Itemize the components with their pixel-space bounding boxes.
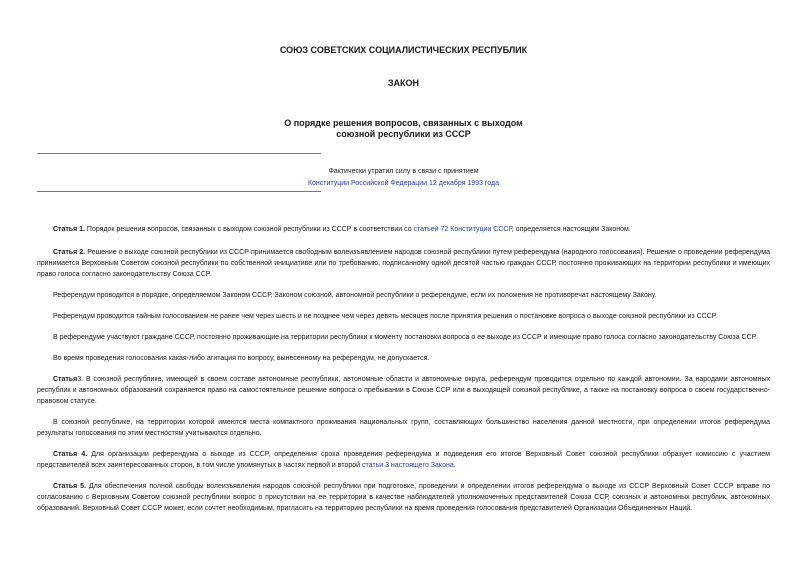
law-title-line1: О порядке решения вопросов, связанных с выходом [284, 118, 523, 128]
article-1-text-end: , определяется настоящим Законом. [511, 226, 631, 233]
article-2-text: Решение о выходе союзной республики из СССР принимается свободным волеизъявлением народов союзной республики путем референдума (народного голосования). Решение о проведении референдума принимается Верховным Советом союзной республики по собственной инициативе или по требованию, подписанному одной десятой частью граждан СССР, постоянно проживающих на территории республики и имеющих право голоса согласно законодательству Союза ССР. [37, 249, 770, 278]
article-3 [37, 374, 770, 407]
article-3-label: Статья [53, 376, 78, 383]
bottom-divider [37, 191, 321, 192]
law-title-line2: союзной республики из СССР [336, 129, 471, 139]
paragraph-no-agitation: Во время проведения голосования какая-либо агитация по вопросу, вынесенному на референдум, не допускается. [53, 355, 430, 362]
article-5-text: Для обеспечения полной свободы волеизъявления народов союзной республики при подготовке, проведении и определении итогов референдума о выходе из СССР Верховный Совет СССР вправе по согласованию с Верховным Советом союзной республики вопрос о присутствии на ее территории в качестве наблюдателей уполномоченных представителей Союза ССР, союзных и автономных республик, автономных образований. Верховный Совет СССР может, если сочтет необходимым, пригласить на территорию республики на время проведения голосования представителей Организации Объединенных Наций. [37, 483, 770, 512]
article-2 [37, 247, 770, 280]
constitution-link[interactable]: Конституции Российской Федерации 12 декабря 1993 года [307, 180, 500, 187]
article-4-label: Статья 4. [53, 451, 88, 458]
article-4-text-end: . [453, 462, 456, 469]
article-4 [37, 449, 770, 471]
article-1-label: Статья 1. [53, 226, 85, 233]
article-3-text: 3. В союзной республике, имеющей в своем составе автономные республики, автономные области и автономные округа, референдум проводится отдельно по каждой автономии. За народами автономных республик и автономных образований сохраняется право на самостоятельное решение вопроса о пребывании в Союзе ССР или в выходящей союзной республике, а также на постановку вопроса о своем государственно-правовом статусе. [37, 376, 770, 405]
law-body [37, 224, 770, 524]
paragraph-participants: В референдуме участвуют граждане СССР, постоянно проживающие на территории республики к моменту постановки вопроса о ее выходе из СССР и имеющие право голоса согласно законодательству Союза ССР. [53, 334, 757, 341]
article-2-label: Статья 2. [53, 249, 86, 256]
status-note [0, 166, 807, 190]
law-title [0, 118, 807, 140]
article-1-text: Порядок решения вопросов, связанных с выходом союзной республики из СССР в соответствии со [84, 226, 414, 233]
article-5 [37, 481, 770, 514]
article-5-label: Статья 5. [53, 483, 87, 490]
article-3-link[interactable]: статьи 3 настоящего Закона [362, 462, 454, 469]
paragraph-national-groups: В союзной республике, на территории которой имеются места компактного проживания национальных групп, составляющих большинство населения данной местности, при определении итогов референдума результаты голосования по этим местностям учитываются отдельно. [37, 419, 770, 437]
union-heading: СОЮЗ СОВЕТСКИХ СОЦИАЛИСТИЧЕСКИХ РЕСПУБЛИК [279, 45, 528, 55]
article-1 [37, 224, 770, 235]
top-divider [37, 153, 321, 154]
document-type: ЗАКОН [387, 78, 420, 88]
status-note-text: Фактически утратил силу в связи с принятием [328, 168, 479, 175]
paragraph-referendum-procedure: Референдум проводится в порядке, определяемом Законом СССР, Законом союзной, автономной республики о референдуме, если их положения не противоречат настоящему Закону. [53, 292, 657, 299]
article-72-link[interactable]: статьей 72 Конституции СССР [413, 226, 512, 233]
paragraph-secret-ballot: Референдум проводится тайным голосованием не ранее чем через шесть и не позднее чем через девять месяцев после принятия решения о постановке вопроса о выходе союзной республики из СССР. [53, 313, 718, 320]
article-4-text: Для организации референдума о выходе из СССР, определения срока проведения референдума и подведения его итогов Верховный Совет союзной республики образует комиссию с участием представителей всех заинтересованных сторон, в том числе упомянутых в частях первой и второй [37, 451, 770, 469]
